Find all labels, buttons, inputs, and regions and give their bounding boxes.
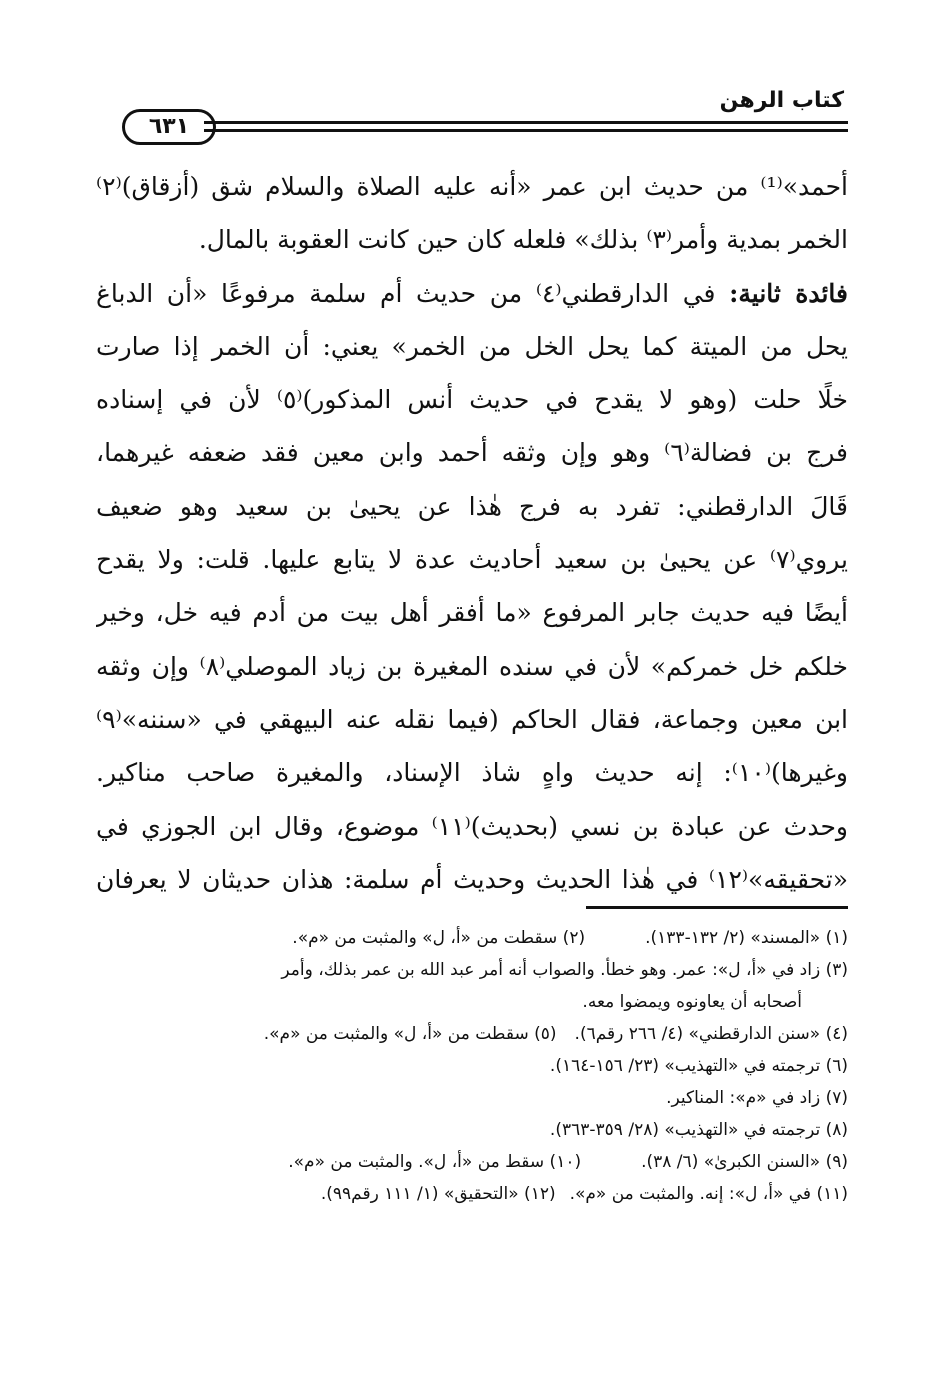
footnote-continuation: أصحابه أن يعاونوه ويمضوا معه. [582,992,802,1012]
text-line: الخمر بمدية وأمر⁽٣⁾ بذلك» فلعله كان حين كانت العقوبة بالمال. [198,225,848,255]
footnotes [100,922,848,1210]
page-header [96,80,848,140]
text-line: قَالَ الدارقطني: تفرد به فرج هٰذا عن يحيىٰ بن سعيد وهو ضعيف [96,491,848,521]
footnote: (٦) ترجمته في «التهذيب» (٢٣/ ١٥٦-١٦٤). [549,1056,848,1076]
header-rule-top [204,121,848,124]
footnote-row [100,922,848,954]
text-line: وحدث عن عبادة بن نسي (بحديث)⁽١١⁾ موضوع، وقال ابن الجوزي في [96,811,848,841]
footnote: (٢) سقطت من «أ، ل» والمثبت من «م». [292,928,586,948]
text-line: خلًا حلت (وهو لا يقدح في حديث أنس المذكور)⁽٥⁾ لأن في إسناده [96,385,848,415]
footnote: (١٠) سقط من «أ، ل». والمثبت من «م». [288,1152,582,1172]
footnote-row [100,1018,848,1050]
text-line: «تحقيقه»⁽١٢⁾ في هٰذا الحديث وحديث أم سلمة: هذان حديثان لا يعرفان [96,864,848,894]
text-line: فرج بن فضالة⁽٦⁾ وهو وإن وثقه أحمد وابن معين فقد ضعفه غيرهما، [96,438,848,468]
footnote: (١١) في «أ، ل»: إنه. والمثبت من «م». [569,1184,848,1204]
section-heading: فائدة ثانية: [729,278,848,308]
main-text [96,160,848,906]
header-rule-bottom [204,129,848,132]
page-number: ٦٣١ [122,109,216,145]
text-line: خلكم خل خمركم» لأن في سنده المغيرة بن زياد الموصلي⁽٨⁾ وإن وثقه [96,651,848,681]
footnote: (٧) زاد في «م»: المناكير. [666,1088,848,1108]
text-span: في الدارقطني⁽٤⁾ من حديث أم سلمة مرفوعًا «أن الدباغ [96,278,730,308]
footnote: (١) «المسند» (٢/ ١٣٢-١٣٣). [645,928,848,948]
footnote: (١٢) «التحقيق» (١/ ١١١ رقم٩٩). [320,1184,556,1204]
text-line: أحمد»⁽¹⁾ من حديث ابن عمر «أنه عليه الصلاة والسلام شق (أزقاق)⁽٢⁾ [96,172,848,201]
text-line: يروي⁽٧⁾ عن يحيىٰ بن سعيد أحاديث عدة لا يتابع عليها. قلت: ولا يقدح [96,545,848,575]
text-line: ابن معين وجماعة، فقال الحاكم (فيما نقله عنه البيهقي في «سننه»⁽٩⁾ [96,704,848,734]
footnote: (٥) سقطت من «أ، ل» والمثبت من «م». [263,1024,557,1044]
footnote: (٨) ترجمته في «التهذيب» (٢٨/ ٣٥٩-٣٦٣). [549,1120,848,1140]
text-line: وغيرها)⁽١٠⁾: إنه حديث واهٍ شاذ الإسناد، والمغيرة صاحب مناكير. [96,758,848,788]
chapter-title: كتاب الرهن [719,88,844,113]
text-line: أيضًا فيه حديث جابر المرفوع «ما أفقر أهل بيت من أدم فيه خل، وخير [96,598,848,628]
footnote: (٣) زاد في «أ، ل»: عمر. وهو خطأ. والصواب أنه أمر عبد الله بن عمر بذلك، وأمر [281,960,848,980]
footnote: (٤) «سنن الدارقطني» (٤/ ٢٦٦ رقم٦). [574,1024,848,1044]
text-line [96,267,848,320]
footnote-separator [586,906,848,909]
text-line: يحل من الميتة كما يحل الخل من الخمر» يعني: أن الخمر إذا صارت [96,331,848,361]
footnote-row [100,1178,848,1210]
footnote: (٩) «السنن الكبرىٰ» (٦/ ٣٨). [641,1152,848,1172]
footnote-row [100,1146,848,1178]
